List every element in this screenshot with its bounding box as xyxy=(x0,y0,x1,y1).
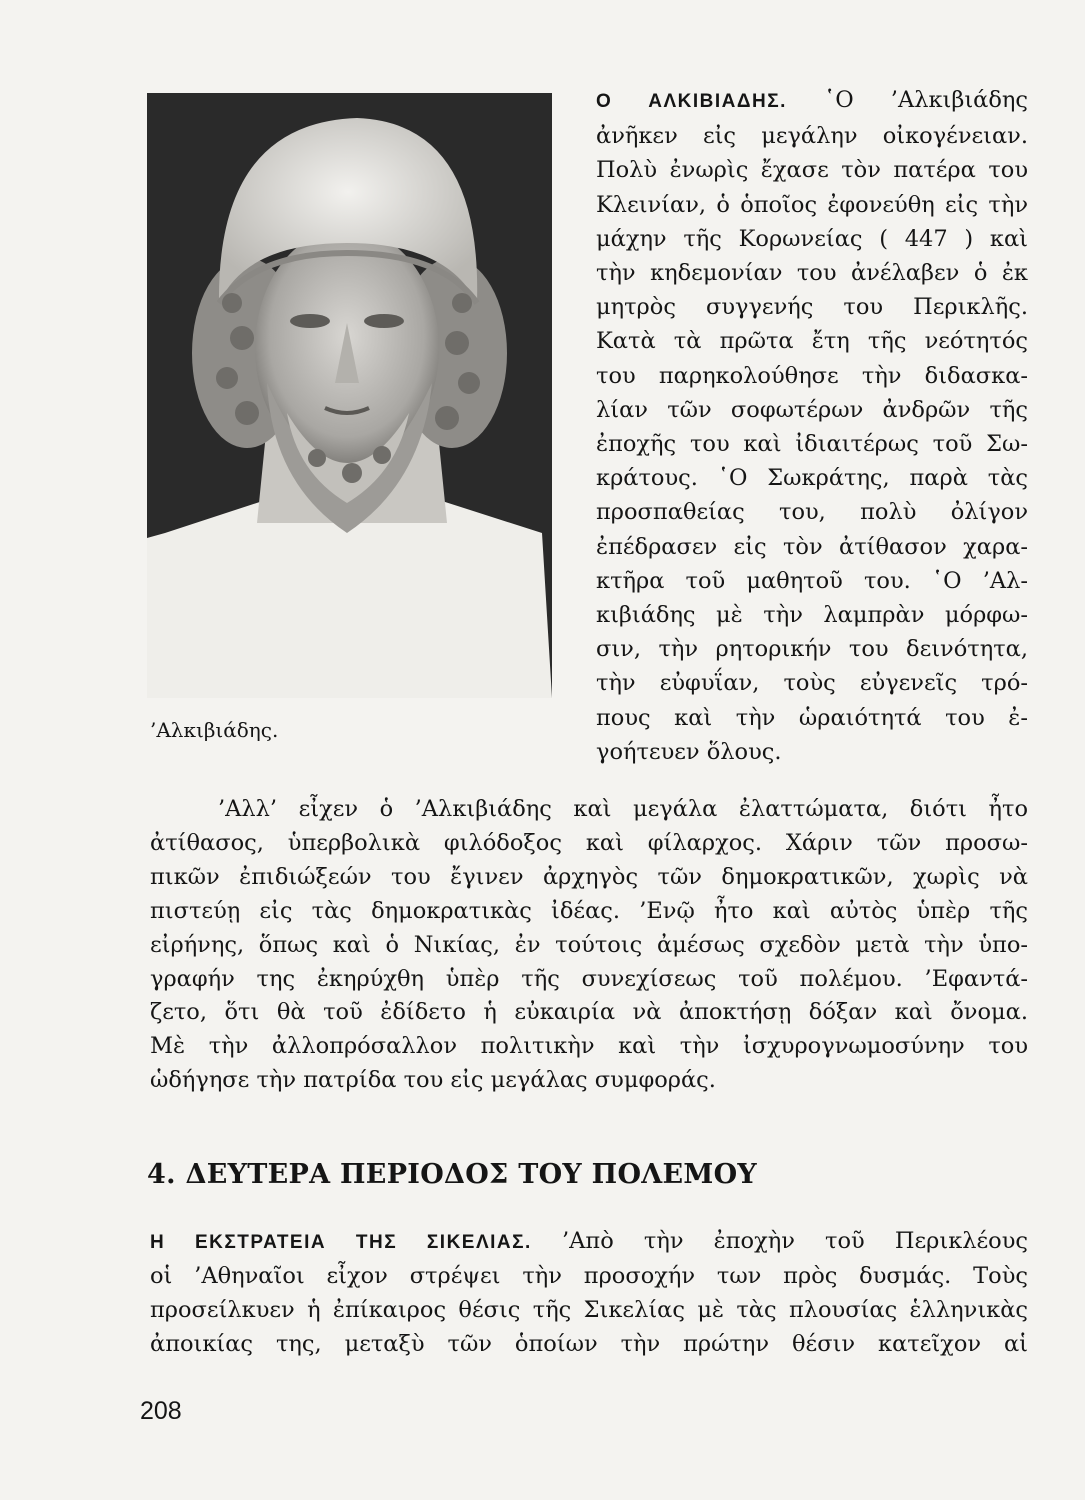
heading-line-rest: ’Απὸ τὴν ἐποχὴν τοῦ Περικλέους xyxy=(562,1228,1029,1254)
text-line: ’Αλλ’ εἶχεν ὁ ’Αλκιβιάδης καὶ μεγάλα ἐλαττώματα, διότι ἦτο xyxy=(218,796,1028,822)
text-line: γοήτευεν ὅλους. xyxy=(596,738,782,765)
section-title: 4. ΔΕΥΤΕΡΑ ΠΕΡΙΟΔΟΣ ΤΟΥ ΠΟΛΕΜΟΥ xyxy=(147,1159,758,1190)
text-line: ἀνῆκεν εἰς μεγάλην οἰκογένειαν. xyxy=(596,123,1028,150)
text-line: κιβιάδης μὲ τὴν λαμπρὰν μόρφω- xyxy=(596,602,1028,629)
figure-caption: ’Αλκιβιάδης. xyxy=(150,718,279,742)
text-line: μητρὸς συγγενής του Περικλῆς. xyxy=(596,294,1028,321)
text-line: τὴν εὐφυΐαν, τοὺς εὐγενεῖς τρό- xyxy=(596,670,1028,697)
text-line: πους καὶ τὴν ὡραιότητά του ἐ- xyxy=(596,704,1028,731)
text-line: ἀποικίας της, μεταξὺ τῶν ὁποίων τὴν πρώτην θέσιν κατεῖχον αἱ xyxy=(150,1330,1028,1357)
text-line: μάχην τῆς Κορωνείας ( 447 ) καὶ xyxy=(596,225,1028,252)
text-line: ἀτίθασος, ὑπερβολικὰ φιλόδοξος καὶ φίλαρχος. Χάριν τῶν προσω- xyxy=(150,829,1028,856)
text-line: ὡδήγησε τὴν πατρίδα του εἰς μεγάλας συμφοράς. xyxy=(150,1067,716,1094)
text-line: προσπαθείας του, πολὺ ὀλίγον xyxy=(596,499,1028,526)
paragraph-heading: Η ΕΚΣΤΡΑΤΕΙΑ ΤΗΣ ΣΙΚΕΛΙΑΣ. xyxy=(150,1232,532,1253)
text-line: ἐποχῆς του καὶ ἰδιαιτέρως τοῦ Σω- xyxy=(596,431,1028,458)
text-line: εἰρήνης, ὅπως καὶ ὁ Νικίας, ἐν τούτοις ἀμέσως σχεδὸν μετὰ τὴν ὑπο- xyxy=(150,931,1028,958)
heading-line-rest: ῾Ο ’Αλκιβιάδης xyxy=(824,87,1028,113)
text-line: σιν, τὴν ρητορικήν του δεινότητα, xyxy=(596,636,1028,663)
faults-paragraph xyxy=(150,793,1028,1098)
text-line: πιστεύῃ εἰς τὰς δημοκρατικὰς ἰδέας. ’Ενῷ ἦτο καὶ αὐτὸς ὑπὲρ τῆς xyxy=(150,897,1028,924)
paragraph-first-line xyxy=(596,83,1028,119)
paragraph-first-line xyxy=(150,1225,1028,1260)
text-line: πικῶν ἐπιδιώξεών του ἔγινεν ἀρχηγὸς τῶν δημοκρατικῶν, χωρὶς νὰ xyxy=(150,863,1028,890)
alcibiades-paragraph xyxy=(596,83,1028,769)
page-number: 208 xyxy=(140,1397,182,1425)
text-line: οἱ ’Αθηναῖοι εἶχον στρέψει τὴν προσοχήν των πρὸς δυσμάς. Τοὺς xyxy=(150,1262,1028,1289)
text-line: κράτους. ῾Ο Σωκράτης, παρὰ τὰς xyxy=(596,465,1028,492)
bust-illustration xyxy=(147,93,552,698)
text-line: γραφήν της ἐκηρύχθη ὑπὲρ τῆς συνεχίσεως τοῦ πολέμου. ’Εφαντά- xyxy=(150,965,1028,992)
text-line: κτῆρα τοῦ μαθητοῦ του. ῾Ο ’Αλ- xyxy=(596,567,1028,594)
text-line: Κατὰ τὰ πρῶτα ἔτη τῆς νεότητός xyxy=(596,328,1028,355)
text-line: ζετο, ὅτι θὰ τοῦ ἐδίδετο ἡ εὐκαιρία νὰ ἀποκτήσῃ δόξαν καὶ ὄνομα. xyxy=(150,999,1028,1026)
paragraph-heading: Ο ΑΛΚΙΒΙΑΔΗΣ. xyxy=(596,91,787,112)
text-line: Πολὺ ἐνωρὶς ἔχασε τὸν πατέρα του xyxy=(596,157,1028,184)
sicily-paragraph xyxy=(150,1225,1028,1362)
text-line: του παρηκολούθησε τὴν διδασκα- xyxy=(596,362,1028,389)
text-line: λίαν τῶν σοφωτέρων ἀνδρῶν τῆς xyxy=(596,396,1028,423)
text-line: τὴν κηδεμονίαν του ἀνέλαβεν ὁ ἐκ xyxy=(596,260,1028,287)
text-line: Μὲ τὴν ἀλλοπρόσαλλον πολιτικὴν καὶ τὴν ἰσχυρογνωμοσύνην του xyxy=(150,1033,1028,1060)
text-line: Κλεινίαν, ὁ ὁποῖος ἐφονεύθη εἰς τὴν xyxy=(596,191,1028,218)
text-line: ἐπέδρασεν εἰς τὸν ἀτίθασον χαρα- xyxy=(596,533,1028,560)
text-line: προσείλκυεν ἡ ἐπίκαιρος θέσις τῆς Σικελίας μὲ τὰς πλουσίας ἑλληνικὰς xyxy=(150,1296,1028,1323)
alcibiades-portrait-image xyxy=(147,93,552,698)
